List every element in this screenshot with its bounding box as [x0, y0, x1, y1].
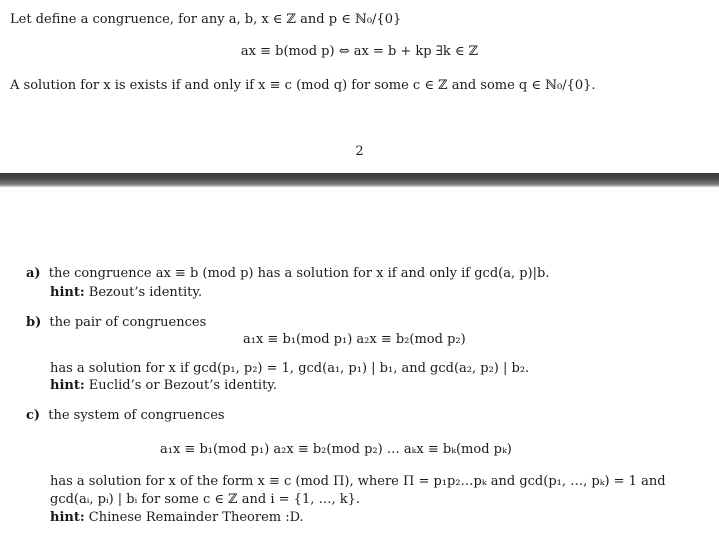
item-c-condition-line2: gcd(aᵢ, pᵢ) | bᵢ for some c ∈ ℤ and i = {1, …, k}.	[50, 492, 361, 507]
item-label: c)	[26, 408, 41, 423]
congruence-definition: ax ≡ b(mod p) ⇔ ax = b + kp ∃k ∈ ℤ	[240, 44, 479, 59]
item-label: b)	[26, 315, 42, 330]
hint-label: hint:	[50, 378, 85, 393]
page-number: 2	[355, 144, 364, 159]
solution-statement: A solution for x is exists if and only if x ≡ c (mod q) for some c ∈ ℤ and some q ∈ ℕ₀/{0}.	[10, 78, 596, 93]
item-c	[26, 408, 225, 424]
item-text: the congruence ax ≡ b (mod p) has a solution for x if and only if gcd(a, p)|b.	[48, 266, 550, 281]
hint-text: Bezout’s identity.	[88, 285, 203, 300]
intro-text: Let define a congruence, for any a, b, x ∈ ℤ and p ∈ ℕ₀/{0}	[10, 12, 402, 27]
item-a	[26, 266, 549, 282]
hint-c	[50, 510, 304, 526]
hint-label: hint:	[50, 510, 85, 525]
item-c-condition-line1: has a solution for x of the form x ≡ c (mod Π), where Π = p₁p₂…pₖ and gcd(p₁, …, pₖ) = 1 and	[50, 474, 666, 489]
hint-a	[50, 285, 202, 301]
item-text: the system of congruences	[48, 408, 225, 423]
equation-c: a₁x ≡ b₁(mod p₁) a₂x ≡ b₂(mod p₂) … aₖx ≡ bₖ(mod pₖ)	[160, 442, 512, 457]
hint-text: Chinese Remainder Theorem :D.	[88, 510, 304, 525]
equation-b: a₁x ≡ b₁(mod p₁) a₂x ≡ b₂(mod p₂)	[243, 332, 466, 347]
item-b-condition: has a solution for x if gcd(p₁, p₂) = 1, gcd(a₁, p₁) | b₁, and gcd(a₂, p₂) | b₂.	[50, 361, 530, 376]
hint-text: Euclid’s or Bezout’s identity.	[88, 378, 278, 393]
page-divider	[0, 173, 719, 187]
item-text: the pair of congruences	[49, 315, 207, 330]
hint-b	[50, 378, 277, 394]
hint-label: hint:	[50, 285, 85, 300]
item-b	[26, 315, 206, 331]
item-label: a)	[26, 266, 41, 281]
